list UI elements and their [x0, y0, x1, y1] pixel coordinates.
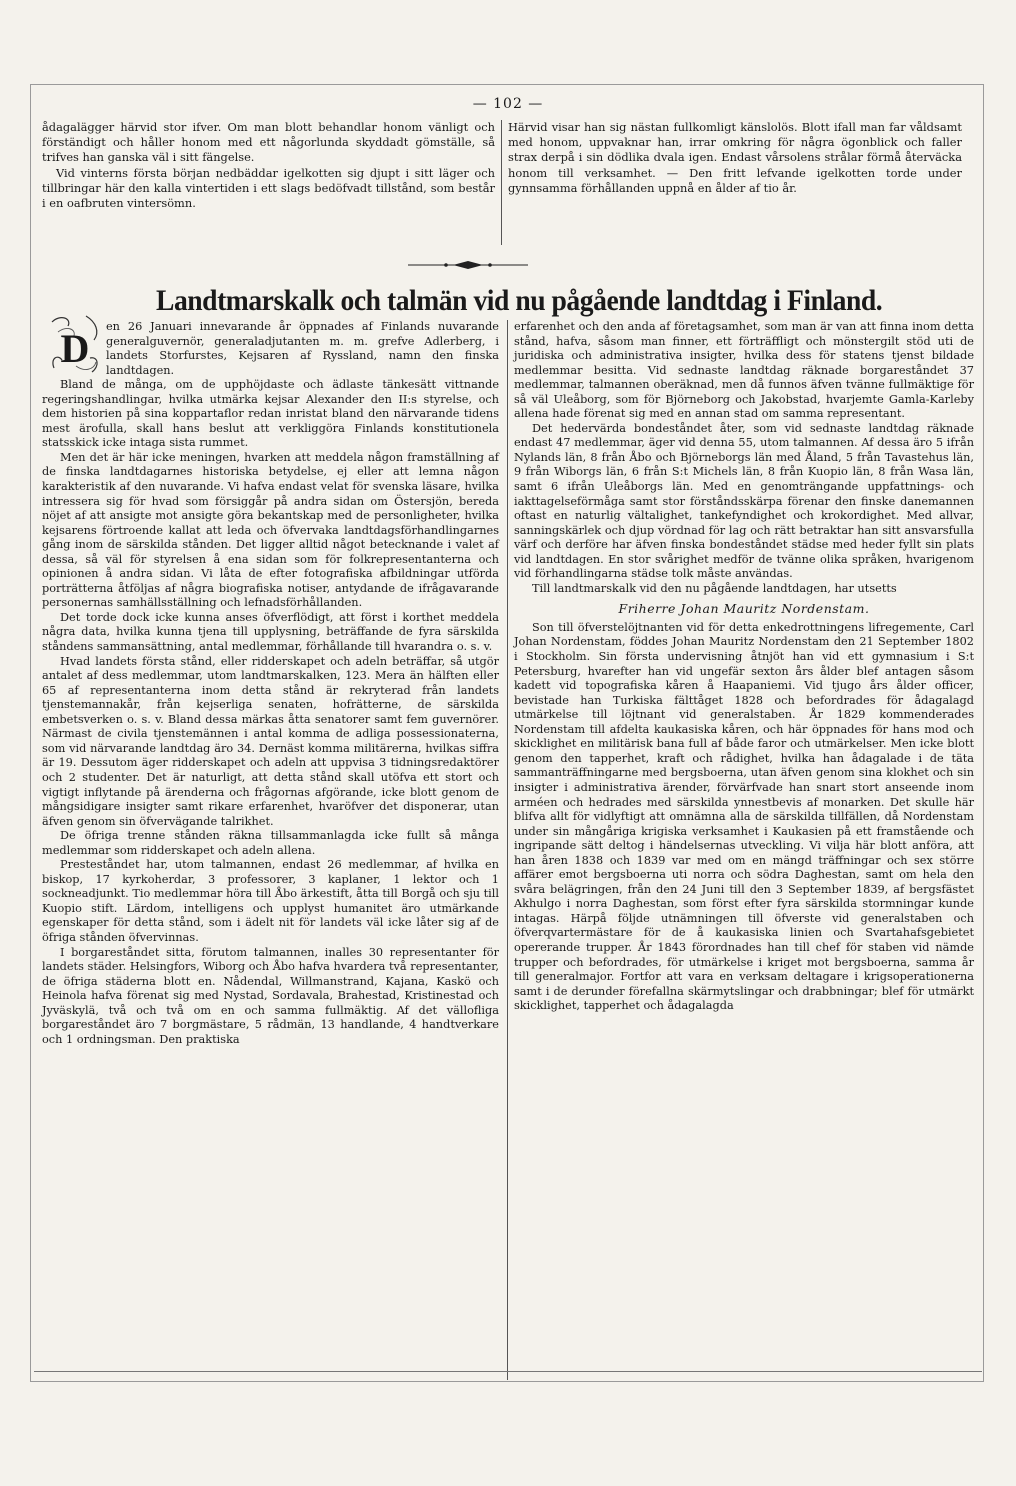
page-number: — 102 — — [472, 96, 544, 112]
article-right-column — [508, 320, 980, 1380]
paragraph: Bland de många, om de upphöjdaste och ädlaste tänkesätt vittnande regeringshandlingar, hvilka utmärka kejsar Alexander den II:s styrelse, och dem historien på sina koppartaflor redan inristat bland den närvarande tidens mest ärofulla, skall hans beslut att verkliggöra Finlands konstitutionela statsskick icke intaga sista rummet. — [42, 378, 499, 450]
paragraph: erfarenhet och den anda af företagsamhet, som man är van att finna inom detta stånd, hafva, såsom man finner, ett förträffligt och mönstergilt stöd uti de juridiska och administrativa insigter, hvilka dess för statens tjenst bildade medlemmar besitta. Vid sednaste landtdag räknade borgareståndet 37 medlemmar, talmannen oberäknad, men då funnos äfven tvänne fullmäktige för så väl Uleåborg, som för Björneborg och Jakobstad, hvarjemte Gamla-Karleby allena hade förenat sig med en annan stad om samma representant. — [514, 320, 974, 421]
article-body — [36, 320, 980, 1380]
top-section — [36, 120, 980, 245]
article-left-column — [36, 320, 508, 1380]
paragraph: ådagalägger härvid stor ifver. Om man blott behandlar honom vänligt och förständigt och håller honom med ett någorlunda skyddadt gömställe, så trifves han ganska väl i sitt fängelse. — [42, 120, 495, 165]
paragraph: Hvad landets första stånd, eller ridderskapet och adeln beträffar, så utgör antalet af dess medlemmar, utom landtmarskalken, 123. Mera än hälften eller 65 af representanterna inom detta stånd är rekryterad från landets tjenstemannakår, från kejserliga senaten, hofrätterne, de särskilda embetsverken o. s. v. Bland dessa märkas åtta senatorer samt fem guvernörer. Närmast de civila tjenstemännen i antal komma de adliga possessionaterna, som vid närvarande landtdag äro 34. Dernäst komma militärerna, hvilkas siffra är 19. Dessutom äger ridderskapet och adeln att uppvisa 3 tidningsredaktörer och 2 studenter. Det är naturligt, att detta stånd skall utöfva ett stort och vigtigt inflytande på ärenderna och frågornas afgörande, icke blott genom de mångsidigare insigter samt rikare erfarenhet, hvaröfver det disponerar, utan äfven genom sin öfvervägande talrikhet. — [42, 654, 499, 828]
paragraph: I borgareståndet sitta, förutom talmannen, inalles 30 representanter för landets städer. Helsingfors, Wiborg och Åbo hafva hvardera två representanter, de öfriga städerna blott en. Nådendal, Willmanstrand, Kajana, Kaskö och Heinola hafva förenat sig med Nystad, Sordavala, Brahestad, Kristinestad och Jyväskylä, två och två om en och samma fullmäktig. Af det vällofliga borgareståndet äro 7 borgmästare, 5 rådmän, 13 handlande, 4 handtverkare och 1 ordningsman. Den praktiska — [42, 945, 499, 1046]
article-title: Landtmarskalk och talmän vid nu pågående landtdag i Finland. — [156, 284, 883, 317]
paragraph: Härvid visar han sig nästan fullkomligt känslolös. Blott ifall man far våldsamt med honom, uppvaknar han, irrar omkring för några ögonblick och faller strax derpå i sin dödlika dvala igen. Endast vårsolens strålar förmå återväcka honom till verksamhet. — Den fritt lefvande igelkotten torde under gynnsamma förhållanden uppnå en ålder af tio år. — [508, 120, 962, 195]
paragraph: Det torde dock icke kunna anses öfverflödigt, att först i korthet meddela några data, hvilka kunna tjena till upplysning, beträffande de fyra särskilda ståndens sammansättning, antal medlemmar, förhållande till hvarandra o. s. v. — [42, 610, 499, 654]
initial-letter: D — [60, 326, 90, 371]
paragraph: Vid vinterns första början nedbäddar igelkotten sig djupt i sitt läger och tillbringar här den kalla vintertiden i ett slags bedöfvadt tillstånd, som består i en oafbruten vintersömn. — [42, 165, 495, 211]
paragraph: Presteståndet har, utom talmannen, endast 26 medlemmar, af hvilka en biskop, 17 kyrkoherdar, 3 professorer, 3 kaplaner, 1 lektor och 1 sockneadjunkt. Tio medlemmar höra till Åbo ärkestift, åtta till Borgå och sju till Kuopio stift. Lärdom, intelligens och upplyst humanitet äro utmärkande egenskaper för detta stånd, som i ädelt nit för landets väl icke låter sig af de öfriga stånden öfvervinnas. — [42, 858, 499, 944]
paragraph: Det hedervärda bondeståndet åter, som vid sednaste landtdag räknade endast 47 medlemmar, äger vid denna 55, utom talmannen. Af dessa äro 5 ifrån Nylands län, 8 från Åbo och Björneborgs län med Åland, 5 från Tavastehus län, 9 från Wiborgs län, 6 från S:t Michels län, 8 från Kuopio län, 8 från Wasa län, samt 6 ifrån Uleåborgs län. Med en genomträngande uppfattnings- och iakttagelseförmåga samt stor förståndsskärpa förenar den finske danemannen oftast en naturlig vältalighet, tankefyndighet och krokordighet. Med allvar, sanningskärlek och djup vördnad för lag och rätt betraktar han sitt ansvarsfulla värf och derföre har äfven finska bondeståndet städse med heder fyllt sin plats vid landtdagen. En stor svårighet medför de tvänne olika språken, hvarigenom vid förhandlingarna städse tolk måste användas. — [514, 421, 974, 581]
top-right-column — [502, 120, 968, 245]
divider-ornament — [408, 260, 528, 270]
top-left-column — [36, 120, 502, 245]
paragraph: en 26 Januari innevarande år öppnades af Finlands nuvarande generalguvernör, generaladjutanten m. m. grefve Adlerberg, i landets Storfurstes, Kejsaren af Ryssland, namn den finska landtdagen. — [106, 320, 499, 377]
paragraph: De öfriga trenne stånden räkna tillsammanlagda icke fullt så många medlemmar som ridderskapet och adeln allena. — [42, 829, 499, 857]
bottom-rule — [34, 1371, 982, 1372]
paragraph: Men det är här icke meningen, hvarken att meddela någon framställning af de finska landtdagarnes historiska betydelse, ej eller att lemna någon karakteristik af den nuvarande. Vi hafva endast velat för svenska läsare, hvilka intressera sig för hvad som försiggår på andra sidan om Östersjön, bereda nöjet af att ansigte mot ansigte göra bekantskap med de personligheter, hvilka kejsarens förtroende kallat att leda och öfvervaka landtdagsförhandlingarnes gång inom de särskilda stånden. Det ligger alltid något betecknande i valet af dessa, så väl för styrelsen å ena sidan som för folkrepresentanterna och opinionen å andra sidan. Vi låta de efter fotografiska afbildningar utförda porträtterna åtföljas af några biografiska notiser, antydande de ifrågavarande personernas samhällsställning och lefnadsförhållanden. — [42, 450, 499, 610]
subheading: Friherre Johan Mauritz Nordenstam. — [618, 601, 870, 617]
paragraph: Till landtmarskalk vid den nu pågående landtdagen, har utsetts — [532, 581, 897, 595]
paragraph: Son till öfverstelöjtnanten vid för detta enkedrottningens lifregemente, Carl Johan Nordenstam, föddes Johan Mauritz Nordenstam den 21 September 1802 i Stockholm. Sin första undervisning åtnjöt han vid ett gymnasium i S:t Petersburg, hvarefter han vid ungefär sexton års ålder blef antagen såsom kadett vid topografiska kåren å Haapaniemi. Vid tjugo års ålder officer, bevistade han Turkiska fälttåget 1828 och befordrades för ådagalagd utmärkelse till löjtnant vid generalstaben. År 1829 kommenderades Nordenstam till afdelta kaukasiska kåren, och här öppnades för hans mod och skicklighet en militärisk bana full af både faror och utmärkelser. Men icke blott genom den tapperhet, kraft och rådighet, hvilka han ådagalade i de täta sammanträffningarne med bergsboerna, utan äfven genom sina klokhet och sin insigter i administrativa ärender, förvärfvade han snart stort anseende inom arméen och hedrades med särskilda ynnestbevis af monarken. Det skulle här blifva allt för vidlyftigt att omnämna alla de särskilda tillfällen, då Nordenstam under sin mångåriga krigiska verksamhet i Kaukasien på ett framstående och ingripande sätt deltog i händelsernas utveckling. Vi vilja här blott anföra, att han åren 1838 och 1839 var med om en mängd träffningar och sex större affärer emot bergsboerna uti norra och södra Daghestan, samt om hela den svåra belägringen, från den 24 Juni till den 3 September 1839, af bergsfästet Akhulgo i norra Daghestan, som först efter fyra särskilda stormningar kunde intagas. Härpå följde utnämningen till öfverste vid generalstaben och öfverqvartermästare för de å kaukasiska linien och Svartahafsgebietet opererande trupper. År 1843 förordnades han till chef för staben vid nämde trupper och befordrades, för utmärkelse i kriget mot bergsboerna, samma år till generalmajor. Fortfor att vara en verksam deltagare i krigsoperationerna samt i de derunder förefallna skärmytslingar och drabbningar; blef för utmärkt skicklighet, tapperhet och ådagalagda — [514, 620, 974, 1013]
